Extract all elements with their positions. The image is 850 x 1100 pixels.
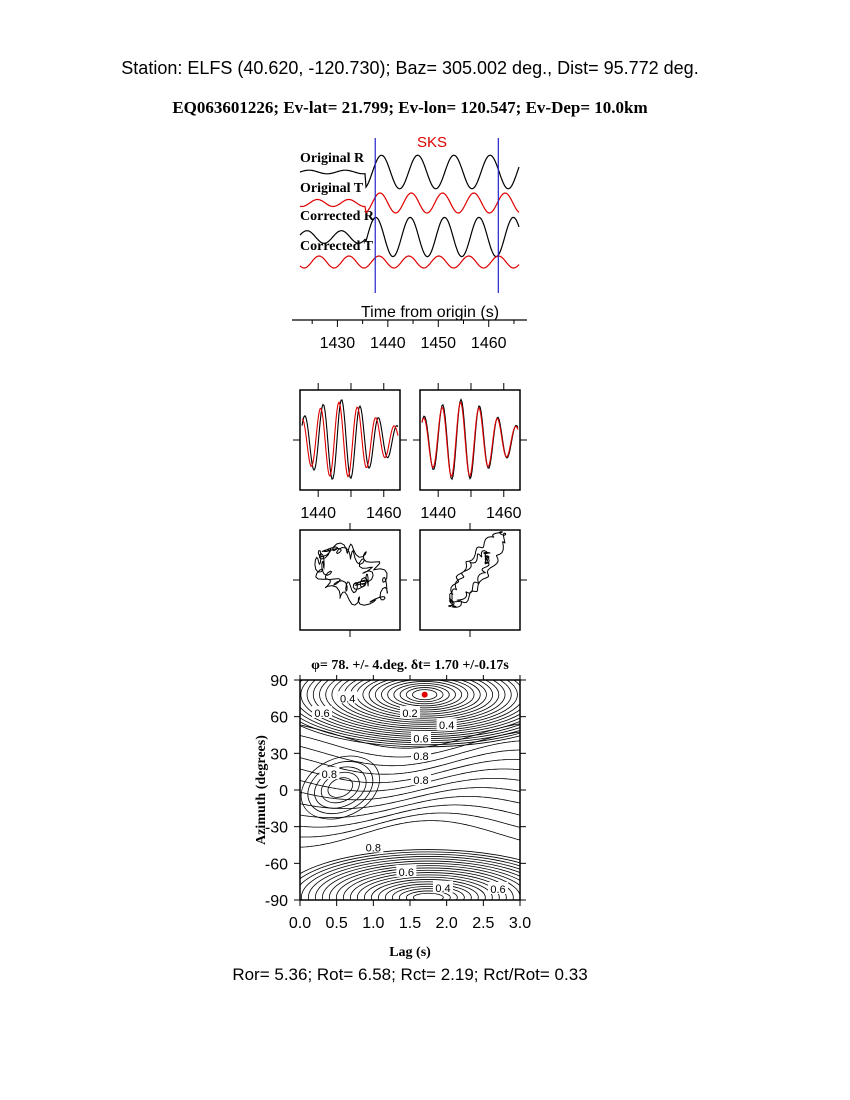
x-tick-label: 3.0 (508, 915, 532, 932)
contour-label: 0.2 (402, 708, 418, 720)
particle-motion-panels (293, 523, 527, 637)
grid-search-title: φ= 78. +/- 4.deg. δt= 1.70 +/-0.17s (311, 658, 509, 673)
x-tick-label: 2.5 (472, 915, 495, 932)
contour-label: 0.4 (435, 882, 451, 895)
contour-label: 0.6 (314, 708, 330, 720)
contour-label: 0.6 (398, 866, 414, 879)
y-tick-label: 30 (270, 746, 288, 764)
contour-line (322, 863, 534, 931)
time-tick-label: 1450 (420, 335, 457, 352)
y-tick-label: -30 (264, 819, 288, 837)
contour-line (299, 751, 381, 823)
contour-line (385, 884, 471, 911)
contour-label: 0.6 (413, 733, 429, 746)
contour-label: 0.8 (321, 769, 337, 782)
contour-line (364, 877, 492, 918)
overlay-tick-label: 1440 (420, 505, 456, 522)
time-axis-ticks (312, 320, 514, 352)
contour-line (300, 797, 520, 818)
contour-label: 0.8 (413, 750, 429, 763)
contour-line (315, 861, 541, 934)
time-tick-label: 1440 (370, 335, 406, 352)
contour-line (300, 821, 520, 848)
overlay-tick-label: 1460 (485, 505, 522, 522)
y-tick-label: 90 (270, 673, 288, 690)
contour-label: 0.8 (413, 775, 429, 788)
overlay-tick-label: 1460 (365, 505, 402, 522)
ratio-summary-line: Ror= 5.36; Rot= 6.58; Rct= 2.19; Rct/Rot= 0.33 (232, 965, 588, 984)
trace-label-corrected-r: Corrected R (300, 209, 374, 224)
overlay-corrected-transverse (422, 403, 518, 477)
y-tick-label: 60 (270, 709, 288, 727)
contour-label: 0.6 (490, 884, 506, 896)
overlay-tick-label: 1440 (300, 505, 336, 522)
trace-label-corrected-t: Corrected T (300, 239, 373, 254)
pm-axis-ticks (293, 523, 527, 637)
y-tick-label: -90 (264, 893, 288, 910)
window-overlay-panels (293, 383, 527, 522)
x-axis-label: Lag (s) (389, 945, 431, 960)
contour-label: 0.4 (439, 720, 455, 733)
x-tick-label: 1.0 (362, 915, 385, 932)
y-tick-label: 0 (279, 783, 288, 800)
best-fit-marker (422, 692, 428, 698)
x-tick-label: 0.5 (325, 915, 348, 932)
contour-line (300, 813, 520, 837)
x-tick-label: 0.0 (288, 915, 312, 932)
particle-motion-corrected (449, 532, 506, 608)
waveform-panel (292, 134, 527, 352)
phase-label-sks: SKS (416, 134, 448, 151)
x-tick-label: 2.0 (435, 915, 458, 932)
contour-line (392, 886, 464, 908)
time-axis-label: Time from origin (s) (360, 304, 500, 321)
contour-line (371, 879, 485, 915)
contour-label: 0.4 (340, 693, 356, 706)
station-info-line: Station: ELFS (40.620, -120.730); Baz= 305.002 deg., Dist= 95.772 deg. (121, 58, 699, 78)
trace-label-original-t: Original T (300, 181, 364, 196)
y-tick-label: -60 (264, 856, 288, 874)
event-info-line: EQ063601226; Ev-lat= 21.799; Ev-lon= 120.547; Ev-Dep= 10.0km (172, 98, 648, 117)
contour-label: 0.8 (365, 842, 381, 855)
x-tick-label: 1.5 (398, 915, 422, 932)
overlay-corrected-radial (422, 400, 518, 480)
time-tick-label: 1460 (470, 335, 507, 352)
trace-corrected-t (300, 256, 519, 268)
y-axis-label: Azimuth (degrees) (254, 735, 269, 845)
trace-label-original-r: Original R (300, 151, 365, 166)
grid-search-panel (254, 642, 579, 960)
contour-line (291, 744, 390, 831)
particle-motion-original (315, 543, 388, 605)
time-tick-label: 1430 (319, 335, 356, 352)
pm-box-corrected (420, 530, 520, 630)
